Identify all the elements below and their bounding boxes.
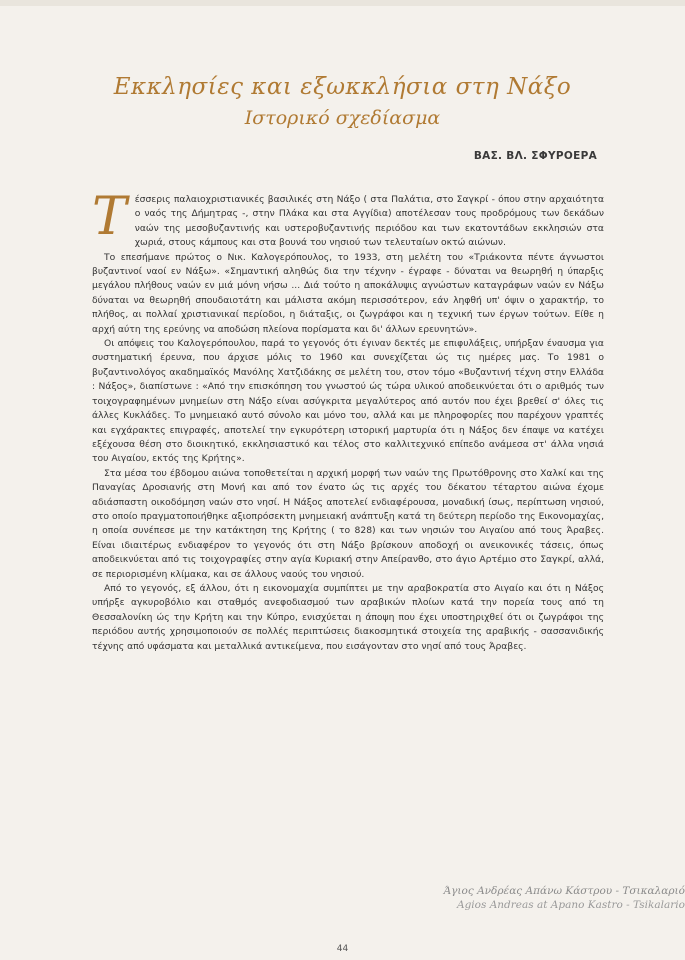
paragraph-1-text: έσσερις παλαιοχριστιανικές βασιλικές στη Νάξο ( στα Παλάτια, στο Σαγκρί - όπου στην αρχαιότητα ο ναός της Δήμητρας -, στην Πλάκα και στα Αγγίδια) αποτέλεσαν τους προδρόμους των δεκάδων ναών της μεσοβυζαντινής και υστεροβυζαντινής περιόδου και των εκατοντάδων εκκλησιών στα χωριά, στους κάμπους και στα βουνά του νησιού των τελευταίων οκτώ αιώνων. [134,194,604,249]
page-number: 44 [336,944,349,954]
paragraph-5: Από το γεγονός, εξ άλλου, ότι η εικονομαχία συμπίπτει με την αραβοκρατία στο Αιγαίο και ότι η Νάξος υπήρξε αγκυροβόλιο και σταθμός ανεφοδιασμού των αραβικών πλοίων κατά την πορεία τους από τη Θεσσαλονίκη ώς την Κρήτη και την Κύπρο, ενισχύεται η άποψη που έχει υποστηριχθεί ότι οι ζωγράφοι της περιόδου αυτής χρησιμοποιούν σε πολλές περιπτώσεις διακοσμητικά στοιχεία της αραβικής - σασσανιδικής τέχνης από υφάσματα και μεταλλικά αντικείμενα, που εισάγονταν στο νησί από τους Άραβες. [92,582,604,652]
article-body [92,187,604,654]
paragraph-2: Το επεσήμανε πρώτος ο Νικ. Καλογερόπουλος, το 1933, στη μελέτη του «Τριάκοντα πέντε άγνωστοι βυζαντινοί ναοί εν Νάξω». «Σημαντική αληθώς δια την τέχνην - έγραφε - δύναται να θεωρηθή η ύπαρξις μεγάλου πλήθους ναών εν μιά μόνη νήσω ... Διά τούτο η αποκάλυψις αγνώστων καταγράφων ναών εν Νάξω δύναται να θεωρηθή σπουδαιοτάτη και μάλιστα ακόμη περισσότερον, εάν ληφθή υπ' όψιν ο χαρακτήρ, το πλήθος, αι πολλαί χριστιανικαί περίοδοι, η διάταξις, οι ζωγράφοι και η τεχνική των έργων τούτων. Είθε η αρχή αύτη της ερεύνης να αποδώση πλείονα πορίσματα και δι' άλλων ερευνητών». [92,251,604,335]
page-edge [0,0,685,6]
page-subtitle: Ιστορικό σχεδίασμα [244,107,441,129]
image-caption [444,884,685,912]
author-name: ΒΑΣ. ΒΛ. ΣΦΥΡΟΕΡΑ [473,150,597,162]
paragraph-4: Στα μέσα του έβδομου αιώνα τοποθετείται η αρχική μορφή των ναών της Πρωτόθρονης στο Χαλκί και της Παναγίας Δροσιανής στη Μονή και από τον ένατο ώς τις αρχές του δέκατου τέταρτου αιώνα έχομε αδιάσπαστη οικοδόμηση ναών στο νησί. Η Νάξος αποτελεί ενδιαφέρουσα, μοναδική ίσως, περίπτωση νησιού, στο οποίο πραγματοποιήθηκε αξιοπρόσεκτη μνημειακή ανάπτυξη κατά τη δεύτερη περίοδο της Εικονομαχίας, η οποία συνέπεσε με την κατάκτηση της Κρήτης ( το 828) και των νησιών του Αιγαίου από τους Άραβες. Είναι ιδιαιτέρως ενδιαφέρον το γεγονός ότι στη Νάξο βρίσκουν αποδοχή οι ανεικονικές τάσεις, όπως αποδεικνύεται από τις τοιχογραφίες στην αγία Κυριακή στην Απείρανθο, στο άγιο Αρτέμιο στο Σαγκρί, αλλά, σε περιορισμένη κλίμακα, και σε άλλους ναούς του νησιού. [92,467,604,580]
caption-greek: Άγιος Ανδρέας Απάνω Κάστρου - Τσικαλαριό [443,885,685,897]
caption-english: Agios Andreas at Apano Kastro - Tsikalario [456,899,685,911]
page-title: Εκκλησίες και εξωκκλήσια στη Νάξο [113,74,572,100]
paragraph-3: Οι απόψεις του Καλογερόπουλου, παρά το γεγονός ότι έγιναν δεκτές με επιφυλάξεις, υπήρξαν έναυσμα για συστηματική έρευνα, που άρχισε μόλις το 1960 και συνεχίζεται ώς τις ημέρες μας. Το 1981 ο βυζαντινολόγος ακαδημαϊκός Μανόλης Χατζιδάκης σε μελέτη του, στον τόμο «Βυζαντινή τέχνη στην Ελλάδα : Νάξος», διαπίστωνε : «Από την επισκόπηση του γνωστού ώς τώρα υλικού αποδεικνύεται ότι ο αριθμός των τοιχογραφημένων μνημείων στη Νάξο είναι ασύγκριτα μεγαλύτερος από αυτόν που έχει βρεθεί σ' όλες τις άλλες Κυκλάδες. Το μνημειακό αυτό σύνολο και μόνο του, αλλά και με πληροφορίες που παρέχουν γραπτές και εγχάρακτες επιγραφές, αποτελεί την εγκυρότερη ιστορική μαρτυρία ότι η Νάξος δεν έπαψε να κατέχει εξέχουσα θέση στο διοικητικό, εκκλησιαστικό και τέλος στο καλλιτεχνικό επίπεδο ανάμεσα στ' άλλα νησιά του Αιγαίου, εκτός της Κρήτης». [92,338,604,465]
paragraph-1 [92,187,604,251]
title-block [0,72,685,132]
drop-cap: Τ [92,187,127,247]
